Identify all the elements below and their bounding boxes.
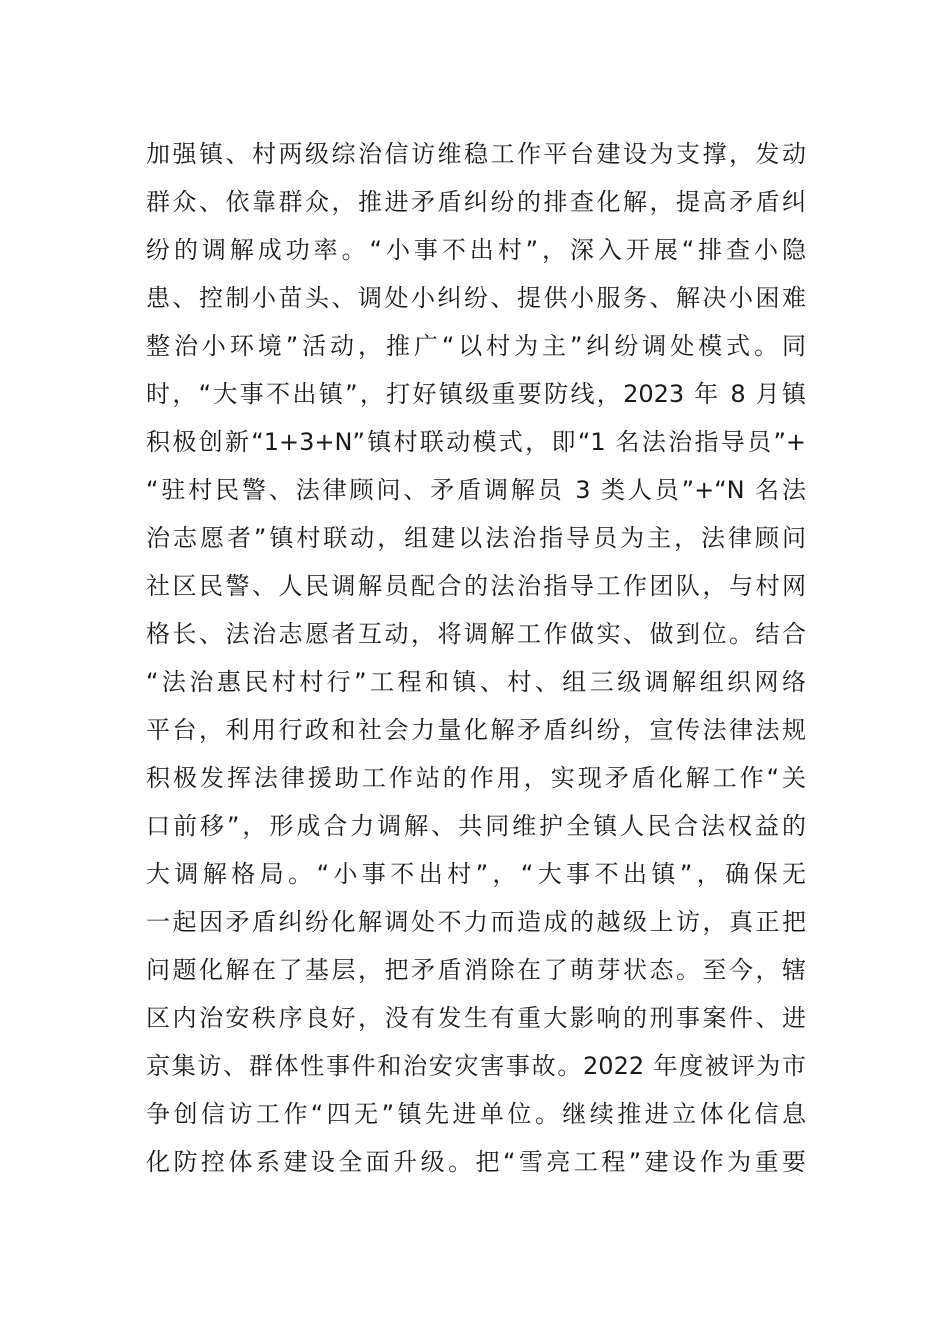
text-line: 患、控制小苗头、调处小纠纷、提供小服务、解决小困难 [146,284,806,312]
text-line: 京集访、群体性事件和治安灾害事故。2022 年度被评为市 [146,1052,806,1080]
text-line: 争创信访工作“四无”镇先进单位。继续推进立体化信息 [146,1100,806,1128]
text-line: 群众、依靠群众，推进矛盾纠纷的排查化解，提高矛盾纠 [146,188,806,216]
text-line: 化防控体系建设全面升级。把“雪亮工程”建设作为重要 [146,1148,806,1176]
text-line: 一起因矛盾纠纷化解调处不力而造成的越级上访，真正把 [146,908,806,936]
text-line: 积极创新“1+3+N”镇村联动模式，即“1 名法治指导员”+ [146,428,806,456]
text-line: 口前移”，形成合力调解、共同维护全镇人民合法权益的 [146,812,806,840]
text-line: 社区民警、人民调解员配合的法治指导工作团队，与村网 [146,572,806,600]
text-line: 整治小环境”活动，推广“以村为主”纠纷调处模式。同 [146,332,806,360]
body-paragraph [146,130,806,1186]
text-line: 时，“大事不出镇”，打好镇级重要防线，2023 年 8 月镇 [146,380,806,408]
text-line: 问题化解在了基层，把矛盾消除在了萌芽状态。至今，辖 [146,956,806,984]
text-line: 治志愿者”镇村联动，组建以法治指导员为主，法律顾问 [146,524,806,552]
text-line: 积极发挥法律援助工作站的作用，实现矛盾化解工作“关 [146,764,806,792]
text-line: 格长、法治志愿者互动，将调解工作做实、做到位。结合 [146,620,806,648]
text-line: 大调解格局。“小事不出村”，“大事不出镇”，确保无 [146,860,806,888]
text-line: “法治惠民村村行”工程和镇、村、组三级调解组织网络 [146,668,806,696]
text-line: “驻村民警、法律顾问、矛盾调解员 3 类人员”+“N 名法 [146,476,806,504]
text-line: 区内治安秩序良好，没有发生有重大影响的刑事案件、进 [146,1004,806,1032]
text-line: 平台，利用行政和社会力量化解矛盾纠纷，宣传法律法规 [146,716,806,744]
text-line: 纷的调解成功率。“小事不出村”，深入开展“排查小隐 [146,236,806,264]
text-line: 加强镇、村两级综治信访维稳工作平台建设为支撑，发动 [146,140,806,168]
